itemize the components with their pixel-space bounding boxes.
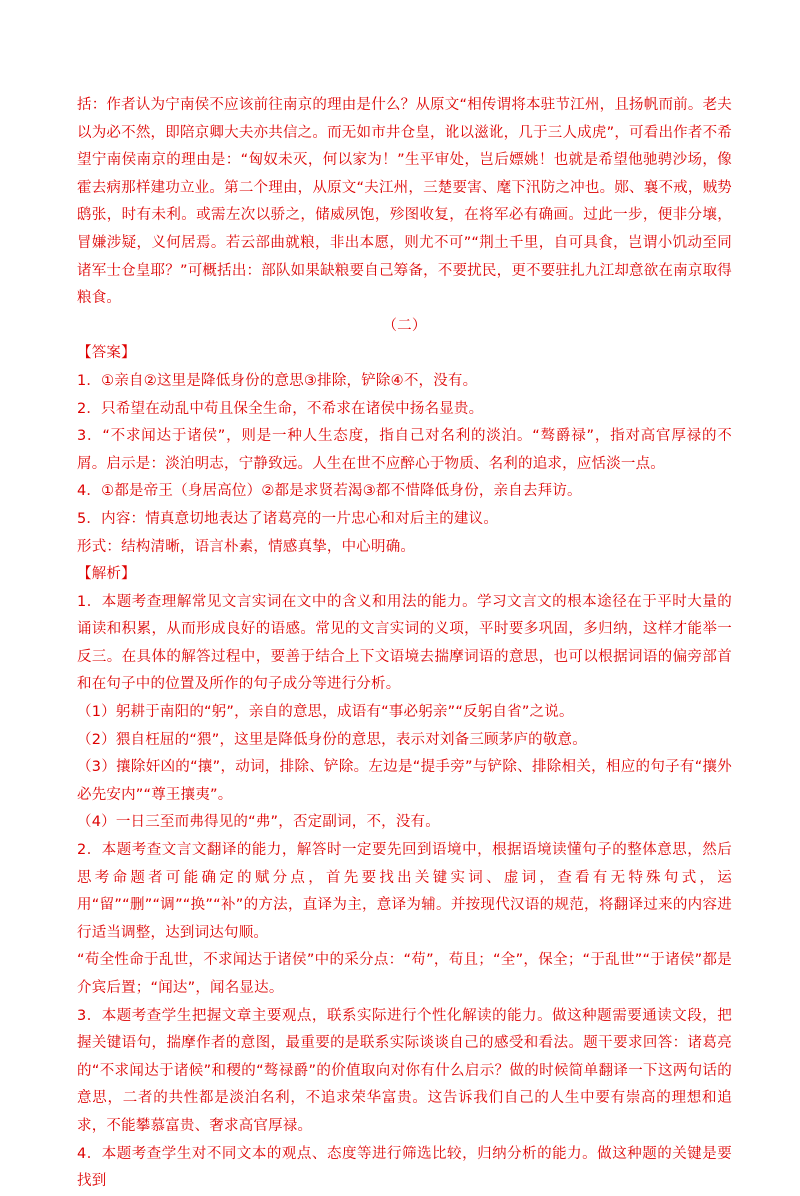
analysis-item-4: 4．本题考查学生对不同文本的观点、态度等进行筛选比较，归纳分析的能力。做这种题的关键是要找到: [77, 1145, 732, 1190]
analysis-item-1-sub-1: （1）躬耕于南阳的“躬”，亲自的意思，成语有“事必躬亲”“反躬自省”之说。: [77, 704, 574, 721]
analysis-item-3: 3．本题考查学生把握文章主要观点，联系实际进行个性化解读的能力。做这种题需要通读文段，把握关键语句，揣摩作者的意图，最重要的是联系实际谈谈自己的感受和看法。题干要求回答：诸葛亮的“不求闻达于诸候”和稷的“骜禄爵”的价值取向对你有什么启示？做的时候简单翻译一下这两句话的意思，二者的共性都是淡泊名利，不追求荣华富贵。这告诉我们自己的人生中要有崇高的理想和追求，不能攀慕富贵、奢求高官厚禄。: [77, 1007, 732, 1134]
answer-item-5: 5．内容：情真意切地表达了诸葛亮的一片忠心和对后主的建议。: [77, 510, 499, 527]
analysis-header: 【解析】: [77, 566, 136, 583]
answer-item-2: 2．只希望在动乱中苟且保全生命，不希求在诸侯中扬名显贵。: [77, 400, 484, 417]
document-page: [77, 92, 732, 1196]
intro-paragraph: 括：作者认为宁南侯不应该前往南京的理由是什么？从原文“相传谓将本驻节江州，且扬帆而前。老夫以为必不然，即陪京卿大夫亦共信之。而无如市井仓皇，讹以滋讹，几于三人成虎”，可看出作者不希望宁南侯南京的理由是：“匈奴未灭，何以家为！”生平审处，岂后嫖姚！也就是希望他驰骋沙场，像霍去病那样建功立业。第二个理由，从原文“夫江州，三楚要害、麾下汛防之冲也。郧、襄不戒，贼势鸱张，时有未利。或需左次以骄之，储威夙饱，殄图收复，在将军必有确画。过此一步，便非分壤，冒嫌涉疑，义何居焉。若云部曲就粮，非出本愿，则尤不可”“荆土千里，自可具食，岂谓小饥动至同诸军士仓皇耶？”可概括出：部队如果缺粮要自己筹备，不要扰民，更不要驻扎九江却意欲在南京取得粮食。: [77, 97, 732, 307]
analysis-item-1-sub-4: （4）一日三至而弗得见的“弗”，否定副词，不，没有。: [77, 814, 440, 831]
answer-item-4: 4．①都是帝王（身居高位）②都是求贤若渴③都不惜降低身份，亲自去拜访。: [77, 483, 582, 500]
analysis-item-1-sub-2: （2）猥自枉屈的“猥”，这里是降低身份的意思，表示对刘备三顾茅庐的敬意。: [77, 731, 587, 748]
analysis-item-2: 2．本题考查文言文翻译的能力，解答时一定要先回到语境中，根据语境读懂句子的整体意思，然后思考命题者可能确定的赋分点，首先要找出关键实词、虚词，查看有无特殊句式，运用“留”“删”“调”“换”“补”的方法，直译为主，意译为辅。并按现代汉语的规范，将翻译过来的内容进行适当调整，达到词达句顺。: [77, 842, 732, 941]
answer-item-1: 1．①亲自②这里是降低身份的意思③排除，铲除④不，没有。: [77, 372, 478, 389]
answer-item-5-form: 形式：结构清晰，语言朴素，情感真挚，中心明确。: [77, 538, 416, 555]
analysis-item-1-sub-3: （3）攘除奸凶的“攘”，动词，排除、铲除。左边是“提手旁”与铲除、排除相关，相应的句子有“攘外必先安内”“尊王攘夷”。: [77, 759, 732, 803]
analysis-item-1: 1．本题考查理解常见文言实词在文中的含义和用法的能力。学习文言文的根本途径在于平时大量的诵读和积累，从而形成良好的语感。常见的文言实词的义项，平时要多巩固，多归纳，这样才能举一反三。在具体的解答过程中，要善于结合上下文语境去揣摩词语的意思，也可以根据词语的偏旁部首和在句子中的位置及所作的句子成分等进行分析。: [77, 593, 732, 693]
section-heading: （二）: [382, 317, 427, 334]
analysis-item-2-scoring: “苟全性命于乱世，不求闻达于诸侯”中的采分点：“苟”，苟且；“全”，保全；“于乱世”“于诸侯”都是介宾后置；“闻达”，闻名显达。: [77, 952, 732, 996]
answer-item-3: 3．“不求闻达于诸侯”，则是一种人生态度，指自己对名利的淡泊。“骜爵禄”，指对高官厚禄的不屑。启示是：淡泊明志，宁静致远。人生在世不应醉心于物质、名利的追求，应恬淡一点。: [77, 428, 732, 472]
answer-header: 【答案】: [77, 345, 136, 362]
